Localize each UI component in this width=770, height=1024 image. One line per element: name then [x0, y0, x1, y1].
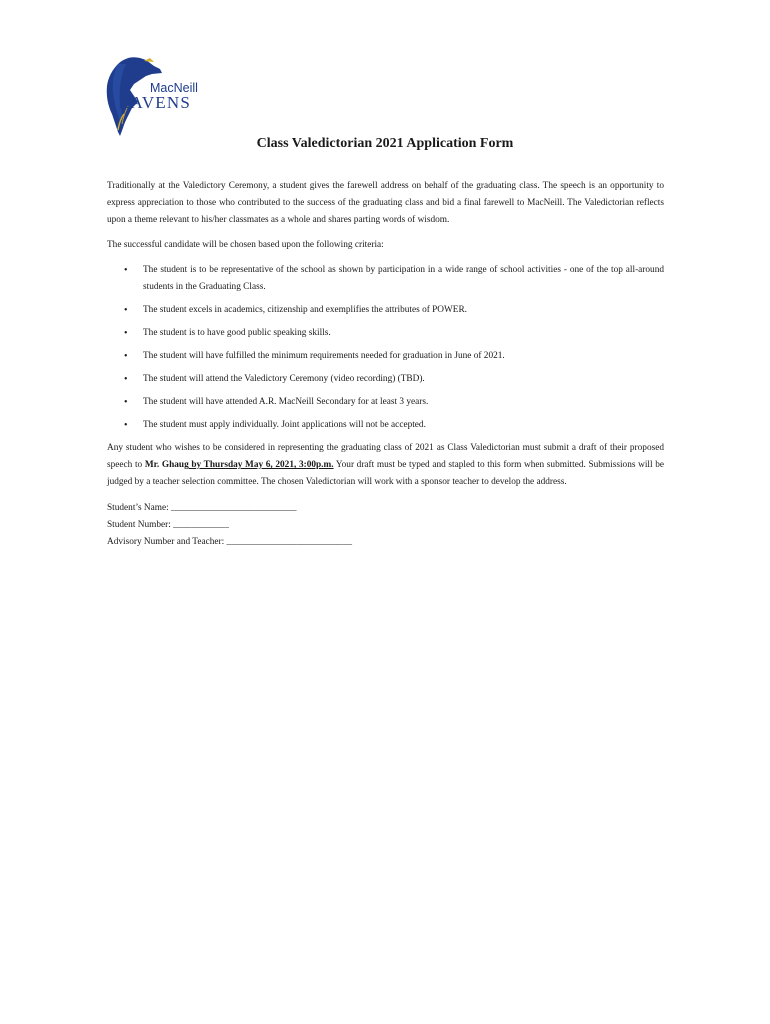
criteria-item: • The student must apply individually. Joint applications will not be accepted.: [107, 417, 664, 434]
bullet-icon: •: [124, 265, 128, 276]
bullet-icon: •: [124, 305, 128, 316]
criteria-item: • The student will have attended A.R. MacNeill Secondary for at least 3 years.: [107, 394, 664, 411]
logo-line2: RAVENS: [118, 93, 192, 112]
submission-text: Any student who wishes to be considered in representing the graduating class of 2021 as Class Valedictorian must submit a draft of their proposed speech to: [107, 443, 664, 470]
criteria-list: [107, 262, 664, 434]
criteria-item: • The student will have fulfilled the minimum requirements needed for graduation in June of 2021.: [107, 348, 664, 365]
criteria-intro: The successful candidate will be chosen based upon the following criteria:: [107, 240, 384, 250]
intro-paragraph: Traditionally at the Valedictory Ceremony, a student gives the farewell address on behalf of the graduating class. The speech is an opportunity to express appreciation to those who contributed to the success of the graduating class and bid a final farewell to MacNeill. The Valedictorian reflects upon a theme relevant to his/her classmates as a whole and shares parting words of wisdom.: [107, 181, 664, 225]
criteria-item: • The student excels in academics, citizenship and exemplifies the attributes of POWER.: [107, 302, 664, 319]
form-body: [107, 178, 664, 551]
bullet-icon: •: [124, 328, 128, 339]
applicant-fields: [107, 500, 664, 551]
advisory-field[interactable]: Advisory Number and Teacher: ___________________________: [107, 537, 352, 547]
criteria-item: • The student is to be representative of the school as shown by participation in a wide range of school activities - one of the top all-around students in the Graduating Class.: [107, 262, 664, 296]
submission-paragraph: [107, 440, 664, 491]
form-title: Class Valedictorian 2021 Application Form: [256, 136, 514, 151]
criteria-item: • The student will attend the Valedictory Ceremony (video recording) (TBD).: [107, 371, 664, 388]
teacher-name: Mr. Ghaug: [144, 460, 189, 470]
submission-text-2: Your draft must be typed and stapled to this form when submitted. Submissions will be judged by a teacher selection committee. The chosen Valedictorian will work with a sponsor teacher to develop the address.: [107, 460, 664, 487]
bullet-icon: •: [124, 374, 128, 385]
deadline: by Thursday May 6, 2021, 3:00p.m.: [188, 460, 334, 470]
bullet-icon: •: [124, 351, 128, 362]
macneill-ravens-logo: [104, 54, 228, 138]
bullet-icon: •: [124, 420, 128, 431]
student-number-field[interactable]: Student Number: ____________: [107, 520, 229, 530]
criteria-item: • The student is to have good public speaking skills.: [107, 325, 664, 342]
student-name-field[interactable]: Student’s Name: ___________________________: [107, 503, 297, 513]
bullet-icon: •: [124, 397, 128, 408]
logo-line1: MacNeill: [150, 81, 198, 95]
